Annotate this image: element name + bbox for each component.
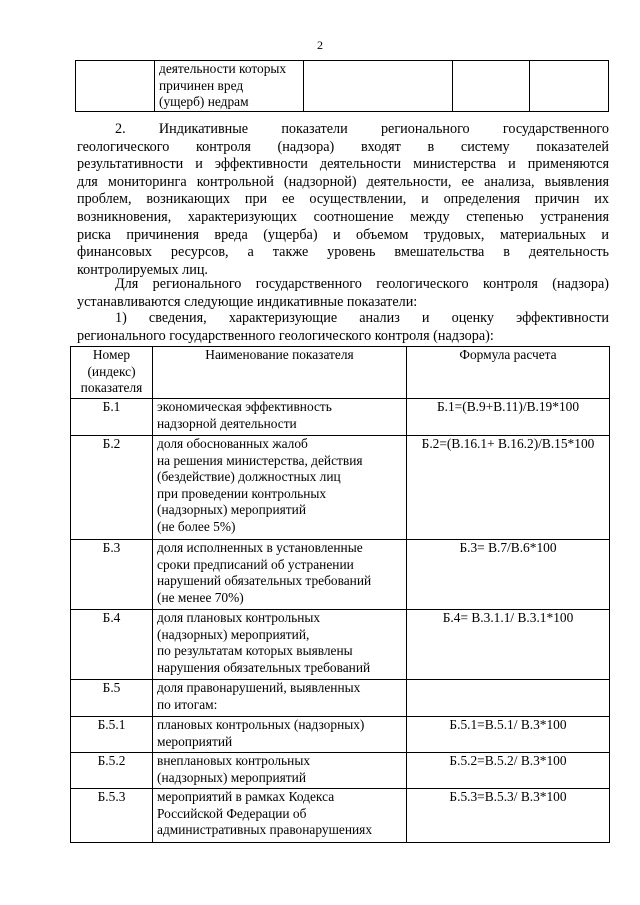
indicator-name: доля плановых контрольных (надзорных) мероприятий, по результатам которых выявлены нарушения обязательных требований <box>153 610 407 680</box>
table-row <box>71 789 610 843</box>
table-row <box>71 717 610 753</box>
table-cell <box>304 61 453 112</box>
header-formula: Формула расчета <box>407 347 610 399</box>
indicator-name: экономическая эффективность надзорной деятельности <box>153 399 407 436</box>
header-name: Наименование показателя <box>153 347 407 399</box>
indicator-formula: Б.5.3=В.5.3/ В.3*100 <box>407 789 610 843</box>
indicator-name: внеплановых контрольных (надзорных) мероприятий <box>153 753 407 789</box>
table-row <box>71 753 610 789</box>
text-line: Для регионального государственного геологического контроля (надзора) <box>115 276 609 292</box>
indicator-formula: Б.5.2=В.5.2/ В.3*100 <box>407 753 610 789</box>
table-row <box>71 436 610 540</box>
table-cell <box>76 61 155 112</box>
table-cell <box>530 61 609 112</box>
continued-table <box>75 60 609 112</box>
page-number: 2 <box>317 38 323 52</box>
indicator-number: Б.5.2 <box>71 753 153 789</box>
text-line: риска причинения вреда (ущерба) и объемом трудовых, материальных и <box>77 226 609 243</box>
indicator-name: мероприятий в рамках Кодекса Российской Федерации об административных правонарушениях <box>153 789 407 843</box>
text-line: 1) сведения, характеризующие анализ и оценку эффективности <box>115 310 609 326</box>
text-line: геологического контроля (надзора) входят в систему показателей <box>77 138 609 155</box>
indicator-name: доля правонарушений, выявленных по итогам: <box>153 680 407 717</box>
text-line: для мониторинга контрольной (надзорной) деятельности, ее анализа, выявления <box>77 173 609 190</box>
indicator-formula: Б.4= В.3.1.1/ В.3.1*100 <box>407 610 610 680</box>
table-row <box>71 610 610 680</box>
header-number: Номер (индекс) показателя <box>71 347 153 399</box>
table-row <box>71 540 610 610</box>
indicator-formula: Б.2=(В.16.1+ В.16.2)/В.15*100 <box>407 436 610 540</box>
text-line: финансовых ресурсов, а также уровень вмешательства в деятельность <box>77 244 609 261</box>
indicator-number: Б.3 <box>71 540 153 610</box>
indicator-name: доля исполненных в установленные сроки предписаний об устранении нарушений обязательных требований (не менее 70%) <box>153 540 407 610</box>
table-header-row <box>71 347 610 399</box>
table-cell: деятельности которых причинен вред (ущерб) недрам <box>155 61 304 112</box>
indicator-number: Б.5 <box>71 680 153 717</box>
indicator-formula: Б.1=(В.9+В.11)/В.19*100 <box>407 399 610 436</box>
table-cell <box>453 61 530 112</box>
table-row <box>71 680 610 717</box>
indicator-number: Б.4 <box>71 610 153 680</box>
indicator-name: доля обоснованных жалоб на решения министерства, действия (бездействие) должностных лиц при проведении контрольных (надзорных) мероприятий (не более 5%) <box>153 436 407 540</box>
text-line: 2. Индикативные показатели регионального государственного <box>115 121 609 137</box>
text-line: контролируемых лиц. <box>77 261 208 278</box>
text-line: проблем, возникающих при ее осуществлении, и определения причин их <box>77 191 609 208</box>
indicator-number: Б.5.1 <box>71 717 153 753</box>
indicator-formula <box>407 680 610 717</box>
text-line: устанавливаются следующие индикативные показатели: <box>77 293 418 310</box>
indicator-formula: Б.5.1=В.5.1/ В.3*100 <box>407 717 610 753</box>
text-line: регионального государственного геологического контроля (надзора): <box>77 327 494 344</box>
indicator-formula: Б.3= В.7/В.6*100 <box>407 540 610 610</box>
indicators-table <box>70 346 610 843</box>
text-line: возникновения, характеризующих соотношение между степенью устранения <box>77 208 609 225</box>
table-row <box>71 399 610 436</box>
indicator-name: плановых контрольных (надзорных) мероприятий <box>153 717 407 753</box>
indicator-number: Б.5.3 <box>71 789 153 843</box>
indicator-number: Б.1 <box>71 399 153 436</box>
paragraph-indicative-indicators <box>77 121 609 279</box>
text-line: результативности и эффективности деятельности министерства и применяются <box>77 156 609 173</box>
indicator-number: Б.2 <box>71 436 153 540</box>
paragraph-efficiency-info <box>77 310 609 345</box>
paragraph-established-indicators <box>77 276 609 311</box>
